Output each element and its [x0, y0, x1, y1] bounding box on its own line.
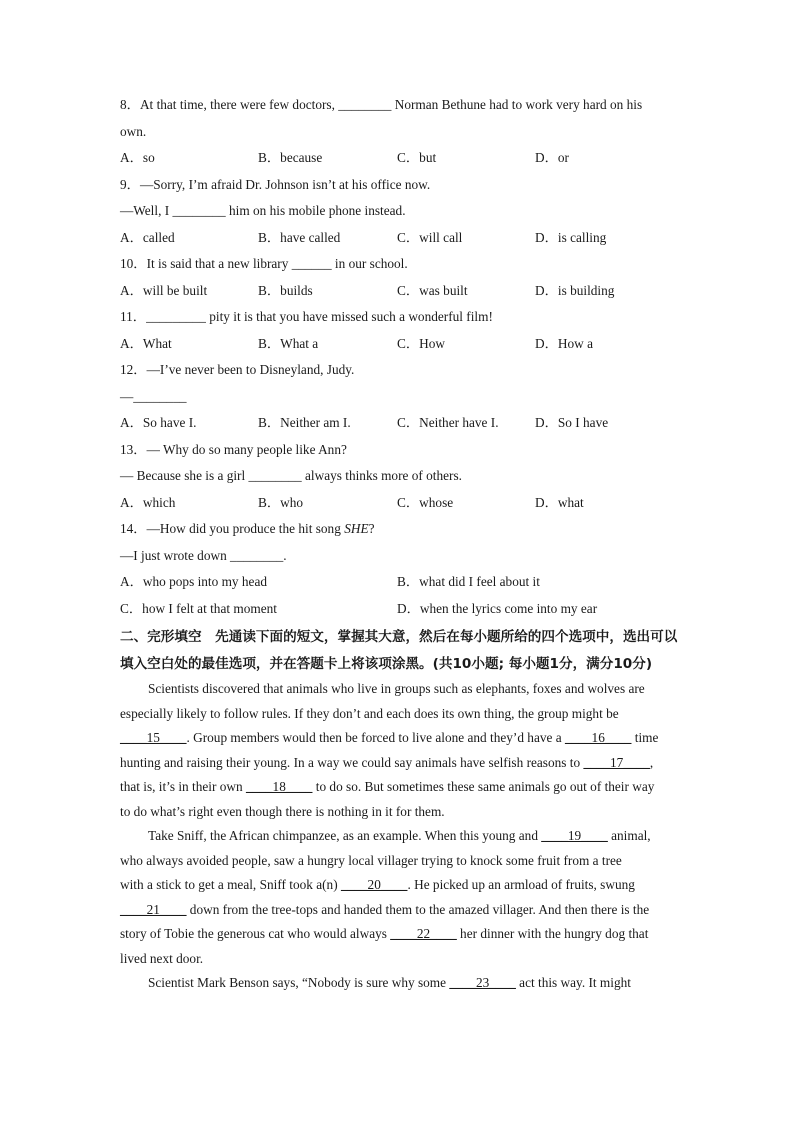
option-d[interactable]: D．is calling — [535, 229, 607, 245]
option-b[interactable]: B．because — [258, 150, 323, 165]
option-a[interactable]: A．So have I. — [120, 415, 197, 430]
blank-23[interactable]: ____23____ — [449, 975, 516, 990]
option-a[interactable]: A．called — [120, 229, 175, 245]
passage-paragraph-2 — [120, 824, 680, 971]
question-stem: 10．It is said that a new library ______ in our school. — [120, 256, 408, 271]
passage-paragraph-1 — [120, 677, 680, 824]
question-stem: own. — [120, 123, 147, 139]
blank-19[interactable]: ____19____ — [541, 828, 608, 843]
options-row — [120, 412, 680, 439]
passage-line — [120, 824, 680, 849]
blank-22[interactable]: ____22____ — [390, 926, 457, 941]
question-14 — [120, 518, 680, 624]
text: down from the tree-tops and handed them to the amazed villager. And then there is the — [186, 901, 650, 917]
song-title: SHE — [344, 521, 369, 536]
option-c[interactable]: C．will call — [397, 229, 463, 245]
passage-line — [120, 971, 680, 996]
passage-line: Scientists discovered that animals who live in groups such as elephants, foxes and wolves are — [148, 681, 645, 696]
question-stem: —Well, I ________ him on his mobile phone instead. — [120, 203, 406, 218]
blank-18[interactable]: ____18____ — [245, 779, 313, 794]
text: her dinner with the hungry dog that — [456, 926, 649, 941]
option-c[interactable]: C．how I felt at that moment — [120, 600, 277, 616]
text: Take Sniff, the African chimpanzee, as an example. When this young and — [148, 828, 542, 843]
option-d[interactable]: D．is building — [535, 282, 615, 298]
text: act this way. It might — [515, 975, 631, 990]
passage-line: lived next door. — [120, 950, 204, 966]
question-10 — [120, 253, 680, 306]
options-row — [120, 227, 680, 254]
section-heading: 二、完形填空 先通读下面的短文，掌握其大意，然后在每小题所给的四个选项中，选出可以填入空白处的最佳选项，并在答题卡上将该项涂黑。(共10小题; 每小题1分，满分10分) — [120, 629, 678, 672]
question-stem: 9．—Sorry, I’m afraid Dr. Johnson isn’t at his office now. — [120, 176, 431, 192]
text: . Group members would then be forced to live alone and they’d have a — [186, 730, 565, 745]
option-c[interactable]: C．but — [397, 150, 437, 165]
text: hunting and raising their young. In a way we could say animals have selfish reasons to — [120, 754, 584, 770]
text: to do so. But sometimes these same animals go out of their way — [312, 779, 655, 794]
question-stem: —I just wrote down ________. — [120, 547, 287, 563]
blank-16[interactable]: ____16____ — [564, 730, 632, 745]
option-d[interactable]: D．How a — [535, 335, 593, 351]
blank-21[interactable]: ____21____ — [120, 901, 187, 917]
question-stem: 13．— Why do so many people like Ann? — [120, 441, 347, 457]
option-a[interactable]: A．so — [120, 150, 155, 165]
option-a[interactable]: A．What — [120, 335, 172, 351]
option-c[interactable]: C．Neither have I. — [397, 415, 499, 430]
option-b[interactable]: B．what did I feel about it — [397, 574, 540, 589]
passage-line: especially likely to follow rules. If they don’t and each does its own thing, the group might be — [120, 705, 619, 721]
text: that is, it’s in their own — [120, 779, 246, 794]
passage-line: to do what’s right even though there is nothing in it for them. — [120, 803, 445, 819]
question-9 — [120, 174, 680, 254]
option-d[interactable]: D．when the lyrics come into my ear — [397, 600, 598, 616]
text: , — [649, 754, 654, 770]
stem-text: ? — [368, 521, 375, 536]
option-b[interactable]: B．who — [258, 494, 304, 510]
text: . He picked up an armload of fruits, swung — [407, 877, 635, 892]
question-11 — [120, 306, 680, 359]
page-content — [120, 94, 680, 996]
blank-17[interactable]: ____17____ — [583, 754, 650, 770]
options-row — [120, 571, 680, 598]
question-stem: 12．—I’ve never been to Disneyland, Judy. — [120, 362, 355, 377]
question-stem: —________ — [120, 388, 187, 404]
stem-text: 14．—How did you produce the hit song — [120, 521, 345, 536]
question-stem: 8．At that time, there were few doctors, ________ Norman Bethune had to work very hard on his — [120, 97, 643, 112]
question-stem: 11．_________ pity it is that you have missed such a wonderful film! — [120, 309, 493, 324]
passage-line — [120, 898, 680, 923]
option-d[interactable]: D．So I have — [535, 415, 609, 430]
passage-line — [120, 775, 680, 800]
passage-line — [120, 873, 680, 898]
option-a[interactable]: A．who pops into my head — [120, 574, 267, 589]
option-c[interactable]: C．was built — [397, 282, 468, 298]
options-row — [120, 280, 680, 307]
passage-line — [120, 726, 680, 751]
option-a[interactable]: A．will be built — [120, 282, 208, 298]
passage-paragraph-3 — [120, 971, 680, 996]
question-8 — [120, 94, 680, 174]
option-d[interactable]: D．what — [535, 494, 584, 510]
options-row — [120, 147, 680, 174]
options-row — [120, 492, 680, 519]
option-c[interactable]: C．whose — [397, 494, 454, 510]
text: time — [631, 730, 659, 745]
option-b[interactable]: B．What a — [258, 335, 319, 351]
blank-20[interactable]: ____20____ — [340, 877, 408, 892]
question-12 — [120, 359, 680, 439]
options-row — [120, 598, 680, 625]
text: Scientist Mark Benson says, “Nobody is sure why some — [148, 975, 450, 990]
option-b[interactable]: B．Neither am I. — [258, 415, 351, 430]
passage-line — [120, 922, 680, 947]
text: with a stick to get a meal, Sniff took a(n) — [120, 877, 341, 892]
question-13 — [120, 439, 680, 519]
passage-line — [120, 751, 680, 776]
option-b[interactable]: B．have called — [258, 229, 341, 245]
passage-line: who always avoided people, saw a hungry local villager trying to knock some fruit from a tree — [120, 852, 622, 868]
text: story of Tobie the generous cat who would always — [120, 926, 391, 941]
option-b[interactable]: B．builds — [258, 282, 313, 298]
option-d[interactable]: D．or — [535, 150, 569, 165]
options-row — [120, 333, 680, 360]
question-stem — [120, 518, 680, 545]
option-a[interactable]: A．which — [120, 494, 176, 510]
blank-15[interactable]: ____15____ — [120, 730, 187, 745]
text: animal, — [607, 828, 651, 843]
option-c[interactable]: C．How — [397, 335, 446, 351]
question-stem: — Because she is a girl ________ always thinks more of others. — [120, 468, 462, 483]
